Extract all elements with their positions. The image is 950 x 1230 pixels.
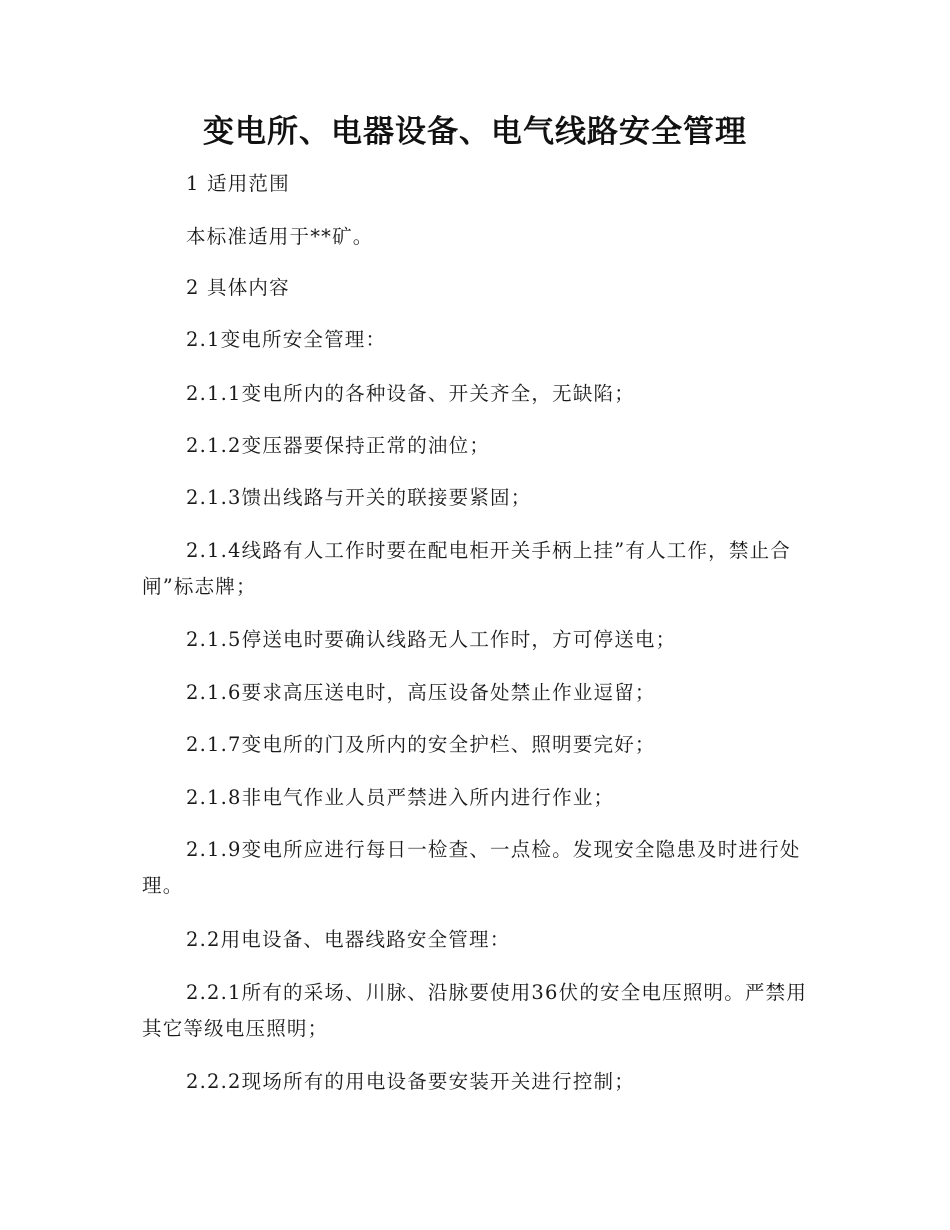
document-title: 变电所、电器设备、电气线路安全管理 (203, 114, 747, 150)
paragraph-2-1-4: 2.1.4线路有人工作时要在配电柜开关手柄上挂”有人工作，禁止合闸”标志牌； (142, 539, 791, 598)
paragraph-2-1-9: 2.1.9变电所应进行每日一检查、一点检。发现安全隐患及时进行处理。 (142, 838, 801, 897)
paragraph-2-1-6: 2.1.6要求高压送电时，高压设备处禁止作业逗留； (186, 681, 656, 704)
paragraph-2-1-1: 2.1.1变电所内的各种设备、开关齐全，无缺陷； (186, 382, 635, 405)
paragraph-section-2: 2 具体内容 (186, 276, 290, 299)
paragraph-2-1: 2.1变电所安全管理： (186, 328, 387, 351)
paragraph-2-2-2: 2.2.2现场所有的用电设备要安装开关进行控制； (186, 1070, 635, 1093)
paragraph-2-2: 2.2用电设备、电器线路安全管理： (186, 928, 511, 951)
paragraph-2-1-2: 2.1.2变压器要保持正常的油位； (186, 434, 491, 457)
paragraph-2-1-5: 2.1.5停送电时要确认线路无人工作时，方可停送电； (186, 628, 677, 651)
paragraph-2-1-7: 2.1.7变电所的门及所内的安全护栏、照明要完好； (186, 733, 656, 756)
paragraph-2-2-1: 2.2.1所有的采场、川脉、沿脉要使用36伏的安全电压照明。严禁用其它等级电压照明； (142, 981, 808, 1040)
paragraph-2-1-3: 2.1.3馈出线路与开关的联接要紧固； (186, 486, 532, 509)
paragraph-2-1-8: 2.1.8非电气作业人员严禁进入所内进行作业； (186, 786, 615, 809)
paragraph-section-1: 1 适用范围 (186, 172, 290, 195)
paragraph-scope: 本标准适用于**矿。 (186, 225, 374, 248)
